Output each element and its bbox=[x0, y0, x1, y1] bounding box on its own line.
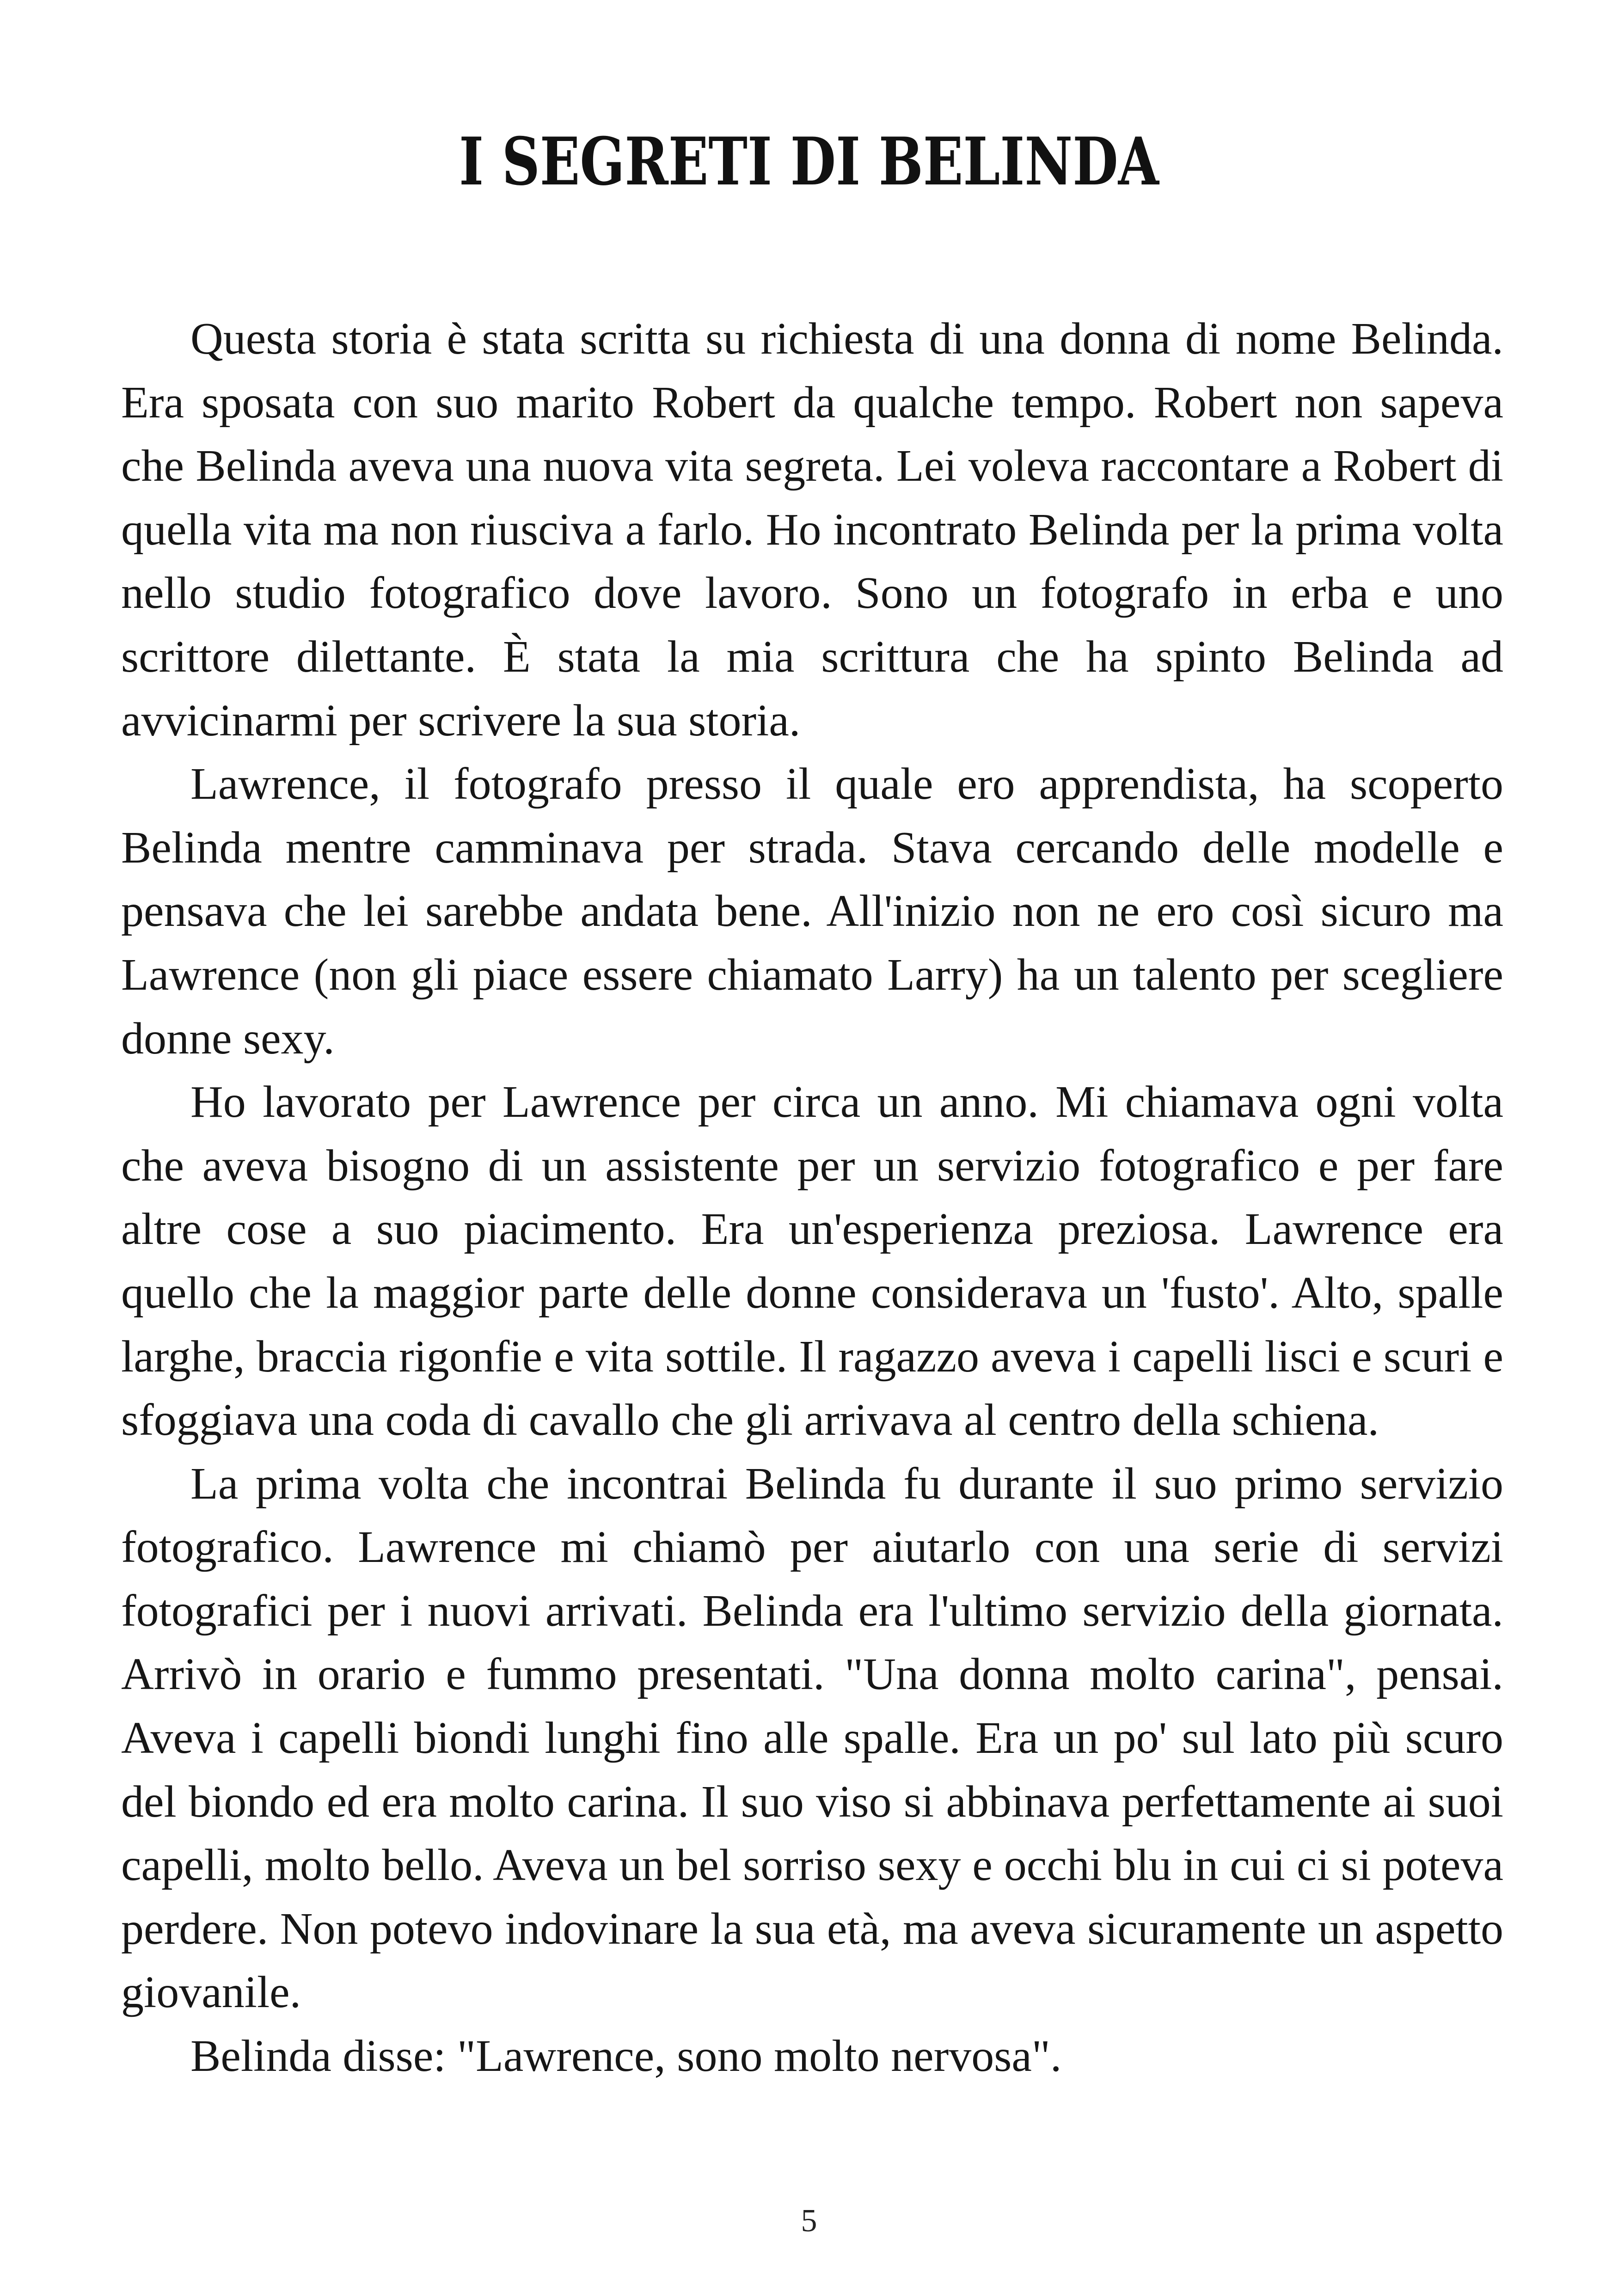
paragraph: Ho lavorato per Lawrence per circa un anno. Mi chiamava ogni volta che aveva bisogno di un assistente per un servizio fotografico e per fare altre cose a suo piacimento. Era un'esperienza preziosa. Lawrence era quello che la maggior parte delle donne considerava un 'fusto'. Alto, spalle larghe, braccia rigonfie e vita sottile. Il ragazzo aveva i capelli lisci e scuri e sfoggiava una coda di cavallo che gli arrivava al centro della schiena. bbox=[121, 1077, 1503, 1445]
paragraph: Lawrence, il fotografo presso il quale ero apprendista, ha scoperto Belinda mentre camminava per strada. Stava cercando delle modelle e pensava che lei sarebbe andata bene. All'inizio non ne ero così sicuro ma Lawrence (non gli piace essere chiamato Larry) ha un talento per scegliere donne sexy. bbox=[121, 759, 1503, 1064]
paragraph: La prima volta che incontrai Belinda fu durante il suo primo servizio fotografico. Lawrence mi chiamò per aiutarlo con una serie di servizi fotografici per i nuovi arrivati. Belinda era l'ultimo servizio della giornata. Arrivò in orario e fummo presentati. "Una donna molto carina", pensai. Aveva i capelli biondi lunghi fino alle spalle. Era un po' sul lato più scuro del biondo ed era molto carina. Il suo viso si abbinava perfettamente ai suoi capelli, molto bello. Aveva un bel sorriso sexy e occhi blu in cui ci si poteva perdere. Non potevo indovinare la sua età, ma aveva sicuramente un aspetto giovanile. bbox=[121, 1458, 1503, 2018]
paragraph: Questa storia è stata scritta su richiesta di una donna di nome Belinda. Era sposata con suo marito Robert da qualche tempo. Robert non sapeva che Belinda aveva una nuova vita segreta. Lei voleva raccontare a Robert di quella vita ma non riusciva a farlo. Ho incontrato Belinda per la prima volta nello studio fotografico dove lavoro. Sono un fotografo in erba e uno scrittore dilettante. È stata la mia scrittura che ha spinto Belinda ad avvicinarmi per scrivere la sua storia. bbox=[121, 314, 1503, 746]
page-title: I SEGRETI DI BELINDA bbox=[459, 123, 1159, 200]
body-text bbox=[121, 307, 1503, 2088]
page-number: 5 bbox=[801, 2203, 817, 2239]
paragraph: Belinda disse: "Lawrence, sono molto nervosa". bbox=[190, 2031, 1062, 2082]
